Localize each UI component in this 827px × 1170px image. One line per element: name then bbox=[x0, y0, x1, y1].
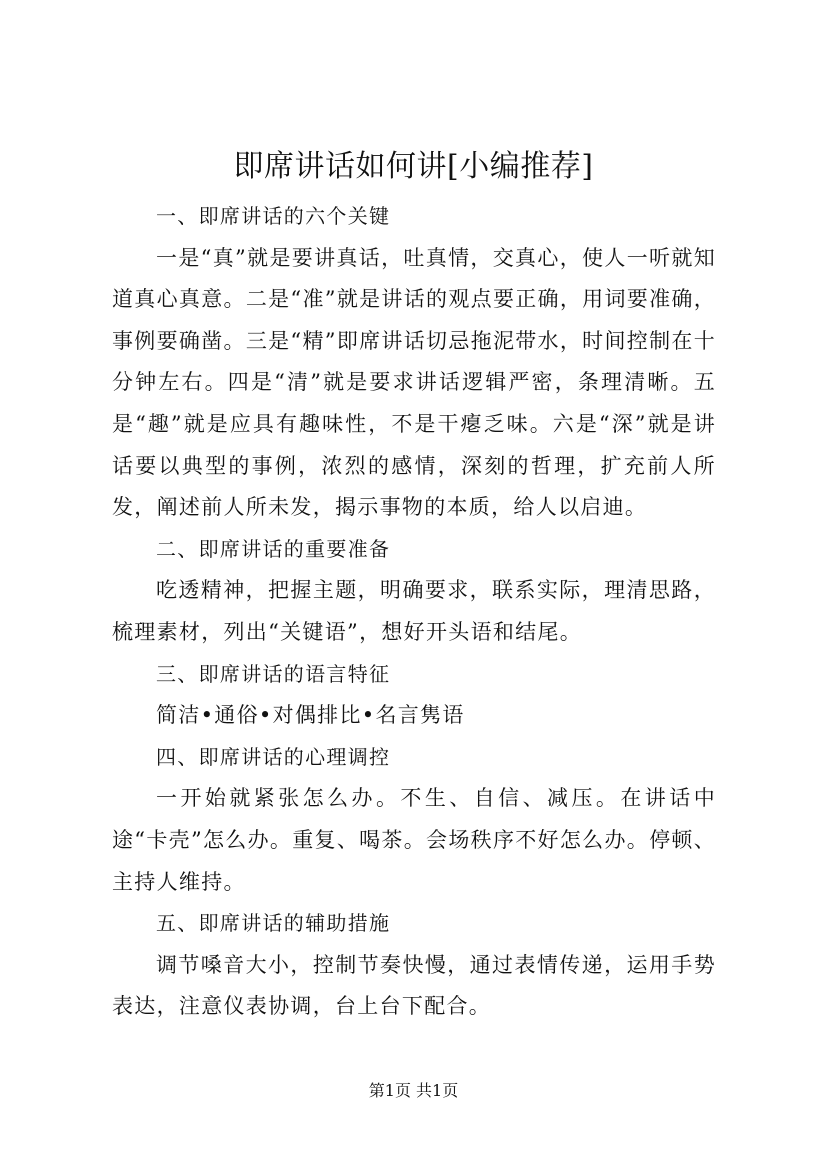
section-2-heading: 二、即席讲话的重要准备 bbox=[156, 536, 391, 561]
page-number-footer: 第1页 共1页 bbox=[368, 1081, 459, 1100]
section-5-text: 调节嗓音大小，控制节奏快慢，通过表情传递，运用手势表达，注意仪表协调，台上台下配合。 bbox=[112, 952, 716, 1019]
document-body bbox=[112, 196, 716, 1028]
section-5-heading: 五、即席讲话的辅助措施 bbox=[156, 911, 391, 936]
section-3-text: 简洁•通俗•对偶排比•名言隽语 bbox=[156, 703, 465, 728]
section-4-heading: 四、即席讲话的心理调控 bbox=[156, 744, 391, 769]
section-3-heading: 三、即席讲话的语言特征 bbox=[156, 661, 391, 686]
section-4-text: 一开始就紧张怎么办。不生、自信、减压。在讲话中途“卡壳”怎么办。重复、喝茶。会场秩序不好怎么办。停顿、主持人维持。 bbox=[112, 786, 716, 894]
document-title: 即席讲话如何讲[小编推荐] bbox=[233, 149, 594, 184]
section-1-heading: 一、即席讲话的六个关键 bbox=[156, 204, 391, 228]
section-2-text: 吃透精神，把握主题，明确要求，联系实际，理清思路，梳理素材，列出“关键语”，想好开头语和结尾。 bbox=[112, 578, 716, 644]
section-1-text: 一是“真”就是要讲真话，吐真情，交真心，使人一听就知道真心真意。二是“准”就是讲话的观点要正确，用词要准确，事例要确凿。三是“精”即席讲话切忌拖泥带水，时间控制在十分钟左右。四是“清”就是要求讲话逻辑严密，条理清晰。五是“趣”就是应具有趣味性，不是干瘪乏味。六是“深”就是讲话要以典型的事例，浓烈的感情，深刻的哲理，扩充前人所发，阐述前人所未发，揭示事物的本质，给人以启迪。 bbox=[112, 245, 716, 520]
